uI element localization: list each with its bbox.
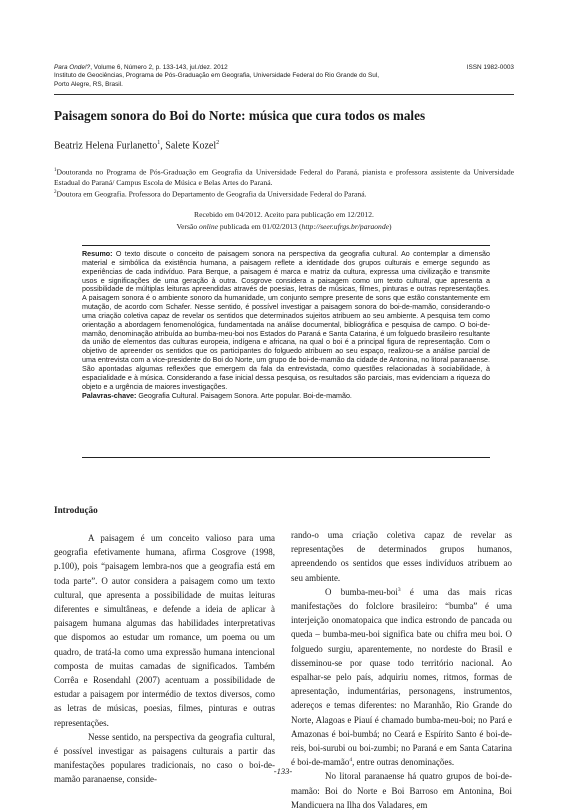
institution-line-2: Porto Alegre, RS, Brasil.	[54, 80, 123, 88]
online-prefix: Versão	[176, 221, 200, 231]
paragraph	[291, 585, 512, 770]
abstract	[82, 250, 490, 400]
author-mark: 1	[157, 140, 161, 146]
journal-name: Para Onde!?	[54, 64, 91, 71]
affiliation-text: Doutora em Geografia. Professora do Departamento de Geografia da Universidade Federal do Paraná.	[56, 189, 367, 199]
paragraph: A paisagem é um conceito valioso para uma geografia efetivamente humana, afirma Cosgrove (1998, p.100), pois “paisagem lembra-nos que a geografia está em toda parte”. O autor considera a paisagem como um texto cultural, que apresenta a possibilidade de muitas leituras diferentes e simultâneas, e defende a ideia de aplicar à paisagem humana algumas das habilidades interpretativas que dispomos ao estudar um romance, um poema ou um quadro, de tratá-la como uma expressão humana intencional composta de muitas camadas de significados. Também Corrêa e Rosendahl (2007) acentuam a possibilidade de estudar a paisagem por intermédio de textos diversos, como as letras de músicas, poesias, filmes, pinturas e outras representações.	[54, 533, 275, 728]
author-mark: 2	[216, 140, 220, 146]
paragraph: Nesse sentido, na perspectiva da geografia cultural, é possível investigar as paisagens culturais a partir das manifestações populares tradicionais, no caso o boi-de-mamão paranaense, conside-	[54, 731, 275, 785]
abstract-label: Resumo:	[82, 250, 113, 258]
paragraph-text: é uma das mais ricas manifestações do folclore brasileiro: “bumba” é uma interjeição onomatopaica que indica estrondo de pancada ou queda – bumba-meu-boi significa bate ou chifra meu boi. O folguedo surgiu, aparentemente, no nordeste do Brasil e disseminou-se por quase todo território nacional. Ao espalhar-se pelo país, adquiriu nomes, ritmos, formas de apresentação, indumentárias, personagens, instrumentos, adereços e temas diferentes: no Maranhão, Rio Grande do Norte, Alagoas e Piauí é chamado bumba-meu-boi; no Pará e Amazonas é boi-bumbá; no Ceará e Espírito Santo é boi-de-reis, boi-surubi ou boi-zumbi; no Paraná e em Santa Catarina é boi-de-mamão	[291, 586, 512, 768]
affiliation-2	[54, 188, 514, 200]
abstract-bottom-rule	[82, 457, 490, 458]
author-name: Beatriz Helena Furlanetto	[54, 140, 158, 152]
affiliation-1	[54, 166, 514, 188]
online-version-line	[54, 221, 514, 233]
publication-dates	[54, 209, 514, 232]
abstract-body	[82, 250, 490, 392]
affiliation-mark: 1	[54, 168, 57, 173]
affiliations	[54, 166, 514, 199]
institution-line-1: Instituto de Geociências, Programa de Pós-Graduação em Geografia, Universidade Federal do Rio Grande do Sul,	[54, 72, 380, 80]
running-header	[54, 64, 514, 89]
page-number: -133-	[273, 766, 293, 776]
paper-title: Paisagem sonora do Boi do Norte: música que cura todos os males	[54, 108, 426, 123]
abstract-text: O texto discute o conceito de paisagem sonora na perspectiva da geografia cultural. Ao contemplar a dimensão material e simbólica da existência humana, a paisagem reflete a identidade dos grupos culturais e emerge segundo as experiências de cada indivíduo. Para Berque, a paisagem é marca e matriz da cultura, expressa uma civilização e transmite usos e significações de uma geração à outra. Cosgrove considera a paisagem como um texto cultural, que apresenta a possibilidade de múltiplas leituras apreendidas através de poesias, letras de músicas, filmes, pinturas e outras representações. A paisagem sonora é o ambiente sonoro da humanidade, um conjunto sempre presente de sons que estão constantemente em mutação, de acordo com Schafer. Nesse sentido, é possível investigar a paisagem sonora do boi-de-mamão, considerando-o uma criação coletiva capaz de revelar os sentidos que determinados sujeitos atribuem ao seu ambiente. A pesquisa tem como orientação a abordagem fenomenológica, fundamentada na análise documental, bibliográfica e pesquisa de campo. O boi-de-mamão, denominação atribuída ao bumba-meu-boi nos Estados do Paraná e Santa Catarina, é um folguedo brasileiro resultante da união de elementos das culturas europeia, indígena e africana, na qual o boi é a principal figura de representação. Com o objetivo de apreender os sentidos que os participantes do folguedo atribuem ao seu espaço, realizou-se a análise parcial de uma entrevista com a vice-presidente do Boi do Norte, um grupo de boi-de-mamão da cidade de Antonina, no litoral paranaense. São apontadas algumas reflexões que emergem da fala da entrevistada, como questões relacionadas à sociabilidade, à espacialidade e à música. Considerando a fase inicial dessa pesquisa, os resultados são parciais, mas evidenciam a riqueza do objeto e a urgência de maiores investigações.	[82, 250, 490, 391]
section-heading: Introdução	[54, 505, 98, 515]
paragraph-text: , entre outras denominações.	[352, 757, 455, 768]
affiliation-text: Doutoranda no Programa de Pós-Graduação em Geografia da Universidade Federal do Paraná, pianista e professora assistente da Universidade Estadual do Paraná/ Campus Escola de Música e Belas Artes do Paraná.	[54, 167, 514, 187]
keywords	[82, 392, 490, 401]
footnote-mark: 4	[349, 757, 353, 764]
keywords-text: Geografia Cultural. Paisagem Sonora. Arte popular. Boi-de-mamão.	[136, 391, 352, 400]
online-word: online	[199, 221, 219, 231]
author-name: Salete Kozel	[165, 140, 217, 152]
abstract-top-rule	[82, 245, 490, 246]
citation-details: , Volume 6, Número 2, p. 133-143, jul./dez. 2012	[90, 64, 228, 71]
header-divider	[54, 94, 514, 95]
journal-url[interactable]: http://seer.ufrgs.br/paraonde	[301, 221, 389, 231]
paragraph: rando-o uma criação coletiva capaz de revelar as representações de determinados grupos humanos, apreendendo os sentidos que esses indivíduos atribuem ao seu ambiente.	[291, 530, 512, 583]
footnote-mark: 3	[397, 586, 401, 593]
left-column	[54, 503, 275, 787]
issn: ISSN 1982-0003	[466, 64, 514, 71]
received-line: Recebido em 04/2012. Aceito para publicação em 12/2012.	[194, 210, 374, 219]
affiliation-mark: 2	[54, 189, 57, 195]
online-suffix: )	[389, 221, 392, 231]
author-list: Beatriz Helena Furlanetto$^1$, Salete Kozel$^2$	[54, 140, 220, 152]
paragraph-text: O bumba-meu-boi	[325, 586, 398, 597]
paragraph: No litoral paranaense há quatro grupos de boi-de-mamão: Boi do Norte e Boi Barroso em Antonina, Boi Mandicuera na Ilha dos Valadares, em	[291, 771, 512, 810]
keywords-label: Palavras-chave:	[82, 391, 137, 400]
online-date: publicada em 01/02/2013 (	[218, 221, 302, 231]
citation-line	[54, 64, 228, 72]
